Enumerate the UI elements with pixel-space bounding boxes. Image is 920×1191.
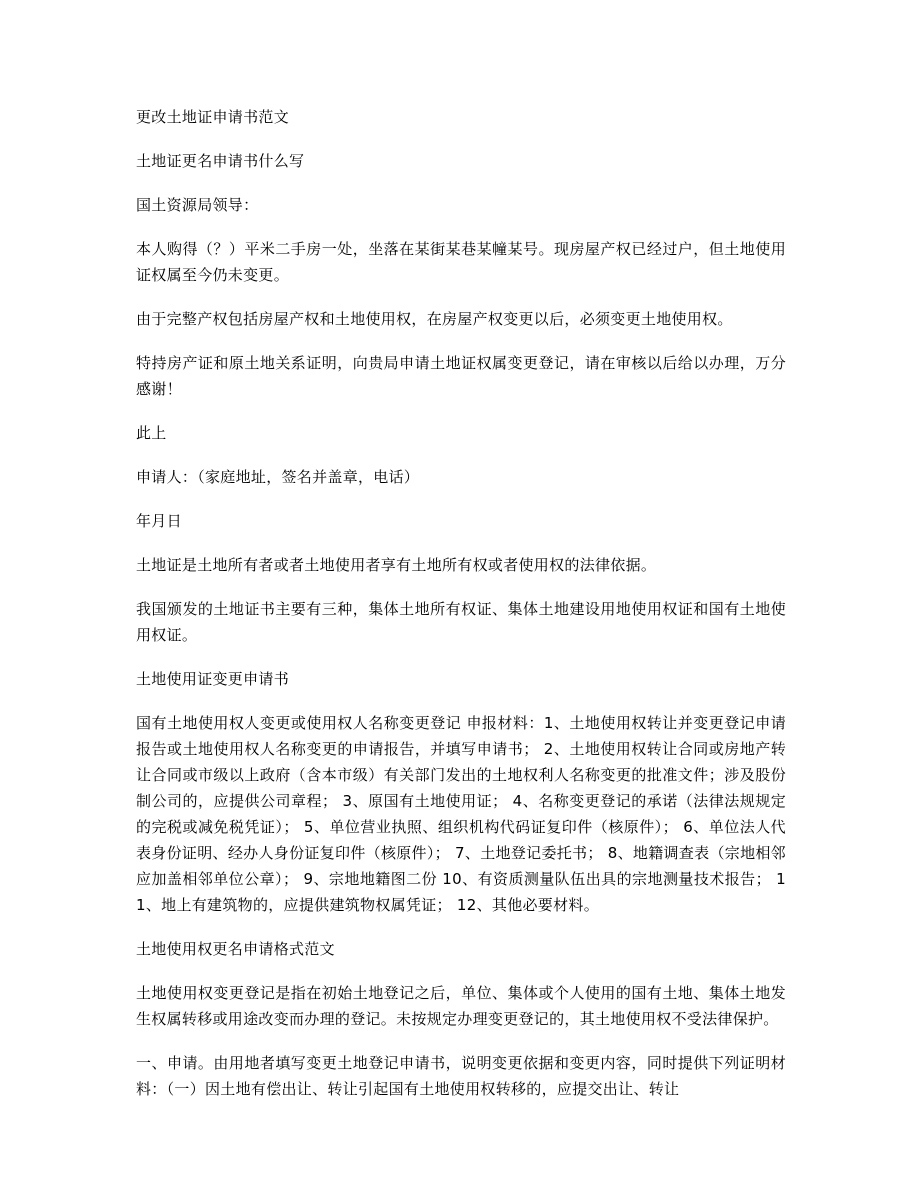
section-heading: 土地使用证变更申请书 xyxy=(136,670,290,688)
document-body xyxy=(136,104,786,1120)
body-paragraph: 一、申请。由用地者填写变更土地登记申请书，说明变更依据和变更内容，同时提供下列证明材料：（一）因土地有偿出让、转让引起国有土地使用权转移的，应提交出让、转让 xyxy=(136,1054,786,1098)
body-paragraph: 本人购得（？）平米二手房一处，坐落在某街某巷某幢某号。现房屋产权已经过户，但土地使用证权属至今仍未变更。 xyxy=(136,240,786,284)
body-paragraph: 特持房产证和原土地关系证明，向贵局申请土地证权属变更登记，请在审核以后给以办理，万分感谢！ xyxy=(136,354,786,398)
applicant-line: 申请人：（家庭地址，签名并盖章，电话） xyxy=(136,468,420,486)
document-title: 更改土地证申请书范文 xyxy=(136,108,290,126)
body-paragraph: 国有土地使用权人变更或使用权人名称变更登记 申报材料：1、土地使用权转让并变更登记申请报告或土地使用权人名称变更的申请报告，并填写申请书； 2、土地使用权转让合同或房地产转让合同或市级以上政府（含本市级）有关部门发出的土地权利人名称变更的批准文件；涉及股份制公司的，应提供公司章程； 3、原国有土地使用证； 4、名称变更登记的承诺（法律法规规定的完税或减免税凭证）； 5、单位营业执照、组织机构代码证复印件（核原件）； 6、单位法人代表身份证明、经办人身份证复印件（核原件）； 7、土地登记委托书； 8、地籍调查表（宗地相邻应加盖相邻单位公章）； 9、宗地地籍图二份 10、有资质测量队伍出具的宗地测量技术报告； 11、地上有建筑物的，应提供建筑物权属凭证； 12、其他必要材料。 xyxy=(136,714,786,914)
letter-closing: 此上 xyxy=(136,424,167,442)
date-line: 年月日 xyxy=(136,512,182,530)
body-paragraph: 由于完整产权包括房屋产权和土地使用权，在房屋产权变更以后，必须变更土地使用权。 xyxy=(136,310,733,328)
body-paragraph: 土地证是土地所有者或者土地使用者享有土地所有权或者使用权的法律依据。 xyxy=(136,556,657,574)
body-paragraph: 我国颁发的土地证书主要有三种，集体土地所有权证、集体土地建设用地使用权证和国有土地使用权证。 xyxy=(136,600,786,644)
section-heading: 土地使用权更名申请格式范文 xyxy=(136,940,335,958)
section-heading: 土地证更名申请书什么写 xyxy=(136,152,305,170)
body-paragraph: 土地使用权变更登记是指在初始土地登记之后，单位、集体或个人使用的国有土地、集体土地发生权属转移或用途改变而办理的登记。未按规定办理变更登记的，其土地使用权不受法律保护。 xyxy=(136,984,786,1028)
letter-salutation: 国土资源局领导： xyxy=(136,196,259,214)
